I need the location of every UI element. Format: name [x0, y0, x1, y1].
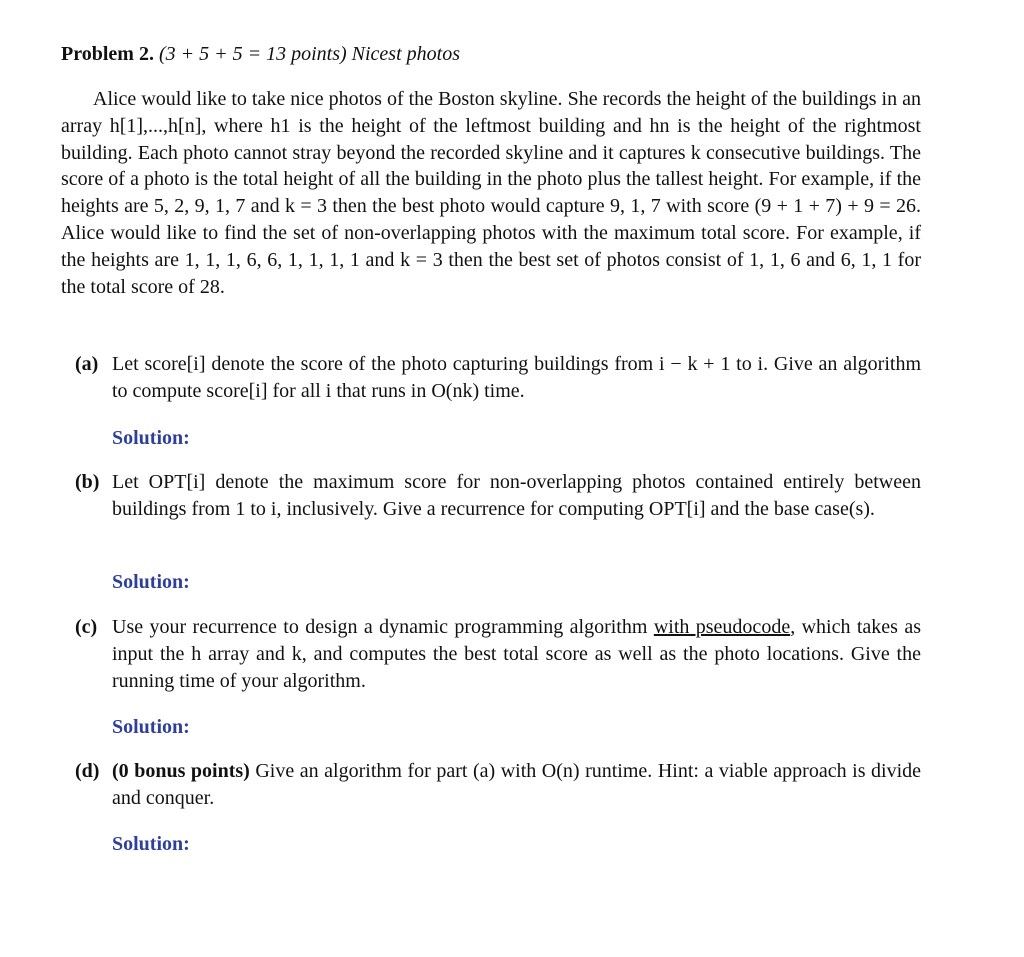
part-c-text-before: Use your recurrence to design a dynamic programming algorithm: [112, 616, 648, 638]
problem-heading: [61, 41, 460, 67]
part-a-label: (a): [75, 353, 99, 375]
problem-number: Problem 2.: [61, 43, 154, 65]
part-a-solution-label: Solution:: [112, 427, 190, 449]
part-d-bonus: (0 bonus points): [112, 760, 250, 782]
part-d-solution-label: Solution:: [112, 833, 190, 855]
problem-intro: Alice would like to take nice photos of the Boston skyline. She records the height of the buildings in an array h[1],...,h[n], where h1 is the height of the leftmost building and hn is the height of the rightmost building. Each photo cannot stray beyond the recorded skyline and it captures k consecutive buildings. The score of a photo is the total height of all the building in the photo plus the tallest height. For example, if the heights are 5, 2, 9, 1, 7 and k = 3 then the best photo would capture 9, 1, 7 with score (9 + 1 + 7) + 9 = 26. Alice would like to find the set of non-overlapping photos with the maximum total score. For example, if the heights are 1, 1, 1, 6, 6, 1, 1, 1, 1 and k = 3 then the best set of photos consist of 1, 1, 6 and 6, 1, 1 for the total score of 28.: [61, 88, 921, 298]
part-c-text-after: , which takes as input the h array and k, and computes the best total score as well as the photo locations. Give the running time of your algorithm.: [112, 616, 922, 692]
part-c-label: (c): [75, 616, 98, 638]
part-d-label: (d): [75, 760, 100, 782]
part-d-text: [112, 758, 921, 812]
part-c: [75, 614, 921, 694]
problem-points: (3 + 5 + 5 = 13 points) Nicest photos: [158, 43, 460, 65]
part-d-body: Give an algorithm for part (a) with O(n) runtime. Hint: a viable approach is divide and conquer.: [112, 760, 922, 809]
part-a-text: Let score[i] denote the score of the photo capturing buildings from i − k + 1 to i. Give an algorithm to compute score[i] for all i that runs in O(nk) time.: [112, 353, 921, 402]
part-d: [75, 758, 921, 812]
part-b-text: Let OPT[i] denote the maximum score for non-overlapping photos contained entirely between buildings from 1 to i, inclusively. Give a recurrence for computing OPT[i] and the base case(s).: [112, 471, 921, 520]
part-a: [75, 351, 921, 405]
part-b-solution-label: Solution:: [112, 571, 190, 593]
part-c-underlined: with pseudocode: [653, 616, 791, 638]
part-b: [75, 469, 921, 523]
part-c-solution-label: Solution:: [112, 716, 190, 738]
part-b-label: (b): [75, 471, 100, 493]
part-c-text: [112, 614, 921, 694]
